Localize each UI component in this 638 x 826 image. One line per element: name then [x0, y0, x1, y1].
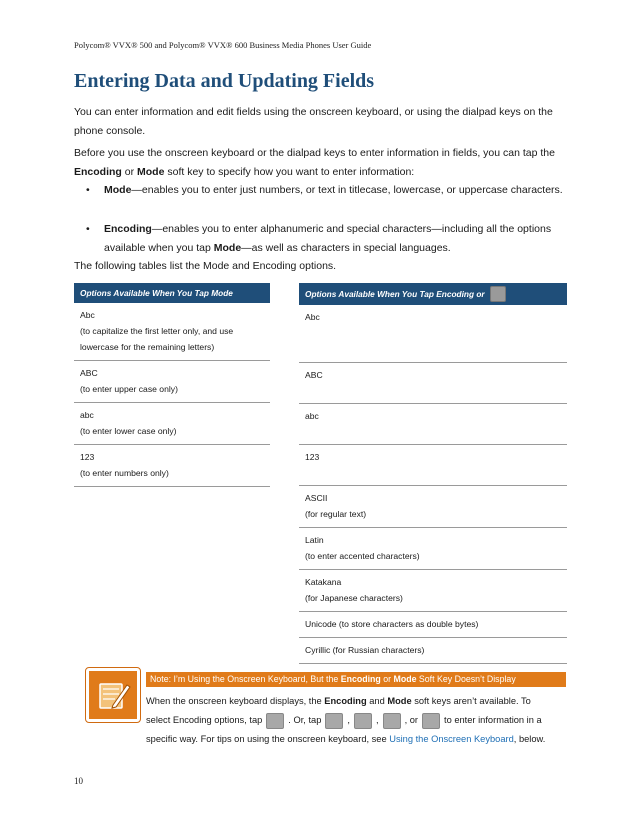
table-row: ASCII (for regular text) — [299, 486, 567, 528]
table-row: ABC — [299, 363, 567, 404]
table-row: Katakana (for Japanese characters) — [299, 570, 567, 612]
mode-table-header: Options Available When You Tap Mode — [74, 283, 270, 303]
note-line: When the onscreen keyboard displays, the Encoding and Mode soft keys aren’t available. To — [146, 696, 531, 706]
pencil-note-icon — [86, 668, 140, 722]
mode-icon — [354, 713, 372, 729]
table-row: abc (to enter lower case only) — [74, 403, 270, 445]
encoding-term: Encoding — [74, 166, 122, 178]
keyboard-icon — [266, 713, 284, 729]
table-row: Abc — [299, 305, 567, 363]
mode-options-table — [74, 283, 270, 487]
encoding-options-table — [299, 283, 567, 664]
bullet-dot: • — [86, 184, 90, 196]
table-row: Latin (to enter accented characters) — [299, 528, 567, 570]
tables-intro: The following tables list the Mode and Encoding options. — [74, 260, 337, 272]
mode-term: Mode — [137, 166, 165, 178]
mode-icon — [383, 713, 401, 729]
note-line: specific way. For tips on using the onscreen keyboard, see Using the Onscreen Keyboard, below. — [146, 734, 546, 744]
onscreen-keyboard-link[interactable]: Using the Onscreen Keyboard — [389, 734, 514, 744]
table-row: 123 (to enter numbers only) — [74, 445, 270, 487]
page-title: Entering Data and Updating Fields — [74, 70, 375, 92]
keyboard-icon — [490, 286, 506, 302]
table-row: ABC (to enter upper case only) — [74, 361, 270, 403]
page-number: 10 — [74, 776, 83, 786]
table-row: abc — [299, 404, 567, 445]
note-body — [146, 692, 566, 749]
bullet-dot: • — [86, 223, 90, 235]
table-row: 123 — [299, 445, 567, 486]
table-row: Cyrillic (for Russian characters) — [299, 638, 567, 664]
running-header: Polycom® VVX® 500 and Polycom® VVX® 600 Business Media Phones User Guide — [74, 40, 372, 50]
mode-icon — [422, 713, 440, 729]
encoding-table-header: Options Available When You Tap Encoding or — [299, 283, 567, 305]
note-line: select Encoding options, tap . Or, tap , , , or to enter information in a — [146, 711, 566, 730]
mode-icon — [325, 713, 343, 729]
table-row: Unicode (to store characters as double bytes) — [299, 612, 567, 638]
intro-paragraph: You can enter information and edit fields using the onscreen keyboard, or using the dialpad keys on the phone console. — [74, 106, 553, 137]
encoding-mode-paragraph: Before you use the onscreen keyboard or the dialpad keys to enter information in fields, you can tap the Encoding or Mode soft key to specify how you want to enter information: — [74, 147, 555, 178]
table-row: Abc (to capitalize the first letter only, and use lowercase for the remaining letters) — [74, 303, 270, 361]
note-header: Note: I’m Using the Onscreen Keyboard, But the Encoding or Mode Soft Key Doesn’t Display — [146, 672, 566, 687]
